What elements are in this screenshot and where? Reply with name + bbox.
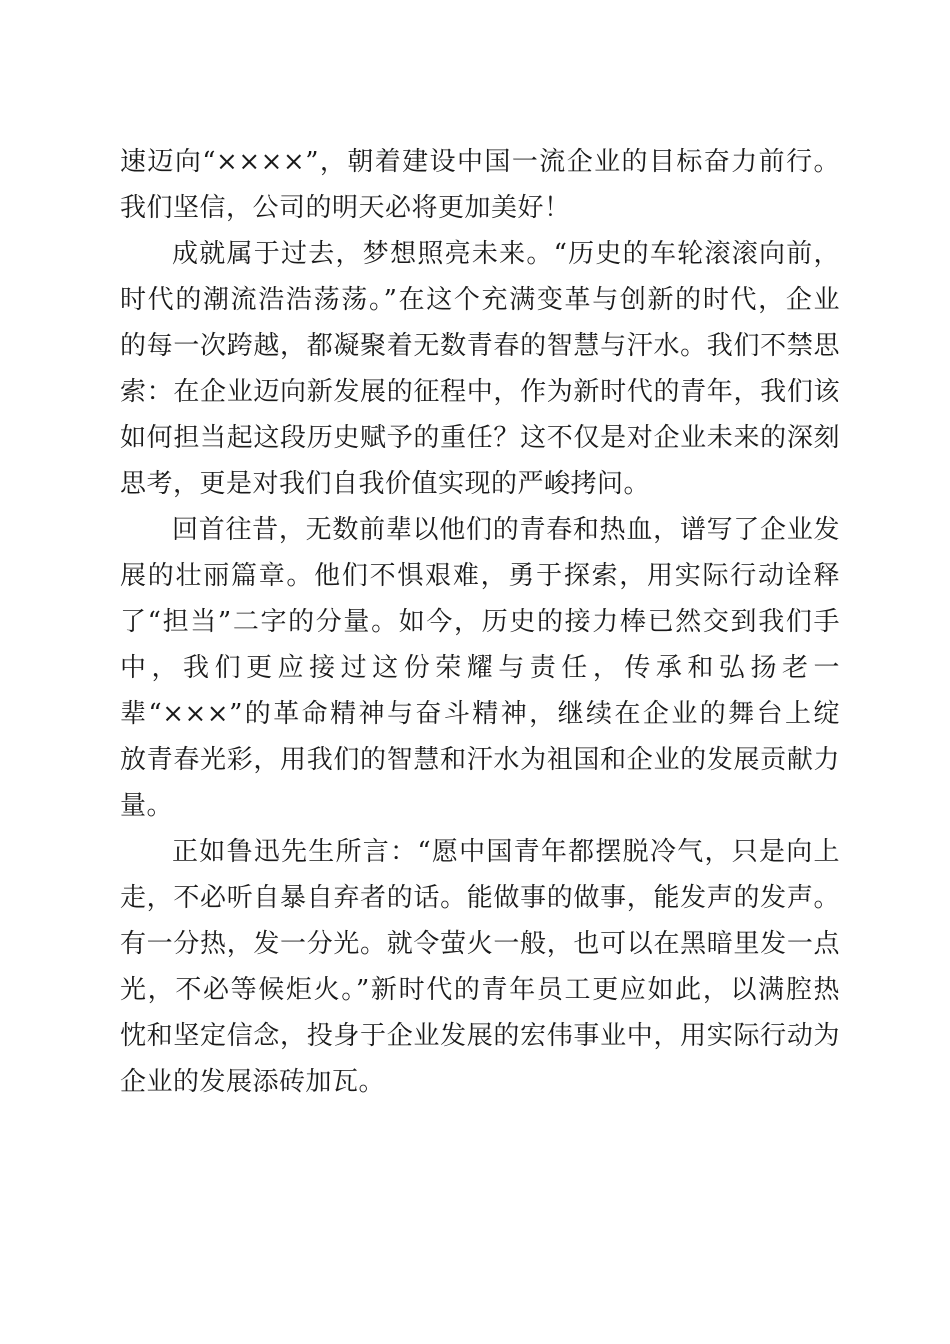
- paragraph-4-line-1: 正如鲁迅先生所言：“愿中国青年都摆脱冷气，只是向上: [172, 837, 840, 867]
- paragraph-3-line-5: 辈“×××”的革命精神与奋斗精神，继续在企业的舞台上绽: [120, 699, 840, 729]
- paragraph-3-line-1: 回首往昔，无数前辈以他们的青春和热血，谱写了企业发: [172, 515, 840, 545]
- paragraph-3-line-7: 量。: [120, 791, 174, 821]
- paragraph-4-line-3: 有一分热，发一分光。就令萤火一般，也可以在黑暗里发一点: [120, 929, 840, 959]
- paragraph-2-line-6: 思考，更是对我们自我价值实现的严峻拷问。: [120, 469, 651, 499]
- paragraph-3-line-6: 放青春光彩，用我们的智慧和汗水为祖国和企业的发展贡献力: [120, 745, 840, 775]
- paragraph-3-line-4: 中，我们更应接过这份荣耀与责任，传承和弘扬老一: [120, 653, 840, 683]
- paragraph-4-line-4: 光，不必等候炬火。”新时代的青年员工更应如此，以满腔热: [120, 975, 840, 1005]
- paragraph-4-line-6: 企业的发展添砖加瓦。: [120, 1067, 386, 1097]
- paragraph-4-line-5: 忱和坚定信念，投身于企业发展的宏伟事业中，用实际行动为: [120, 1021, 840, 1051]
- paragraph-3-line-2: 展的壮丽篇章。他们不惧艰难，勇于探索，用实际行动诠释: [120, 561, 840, 591]
- paragraph-1-line-2: 我们坚信，公司的明天必将更加美好！: [120, 193, 571, 223]
- paragraph-2-line-3: 的每一次跨越，都凝聚着无数青春的智慧与汗水。我们不禁思: [120, 331, 840, 361]
- paragraph-2-line-1: 成就属于过去，梦想照亮未来。“历史的车轮滚滚向前，: [172, 239, 840, 269]
- paragraph-3-line-3: 了“担当”二字的分量。如今，历史的接力棒已然交到我们手: [120, 607, 840, 637]
- document-body: [120, 139, 840, 1105]
- paragraph-4-line-2: 走，不必听自暴自弃者的话。能做事的做事，能发声的发声。: [120, 883, 840, 913]
- paragraph-2-line-2: 时代的潮流浩浩荡荡。”在这个充满变革与创新的时代，企业: [120, 285, 840, 315]
- paragraph-2-line-4: 索：在企业迈向新发展的征程中，作为新时代的青年，我们该: [120, 377, 840, 407]
- paragraph-2-line-5: 如何担当起这段历史赋予的重任？这不仅是对企业未来的深刻: [120, 423, 840, 453]
- paragraph-1-line-1: 速迈向“××××”，朝着建设中国一流企业的目标奋力前行。: [120, 147, 840, 177]
